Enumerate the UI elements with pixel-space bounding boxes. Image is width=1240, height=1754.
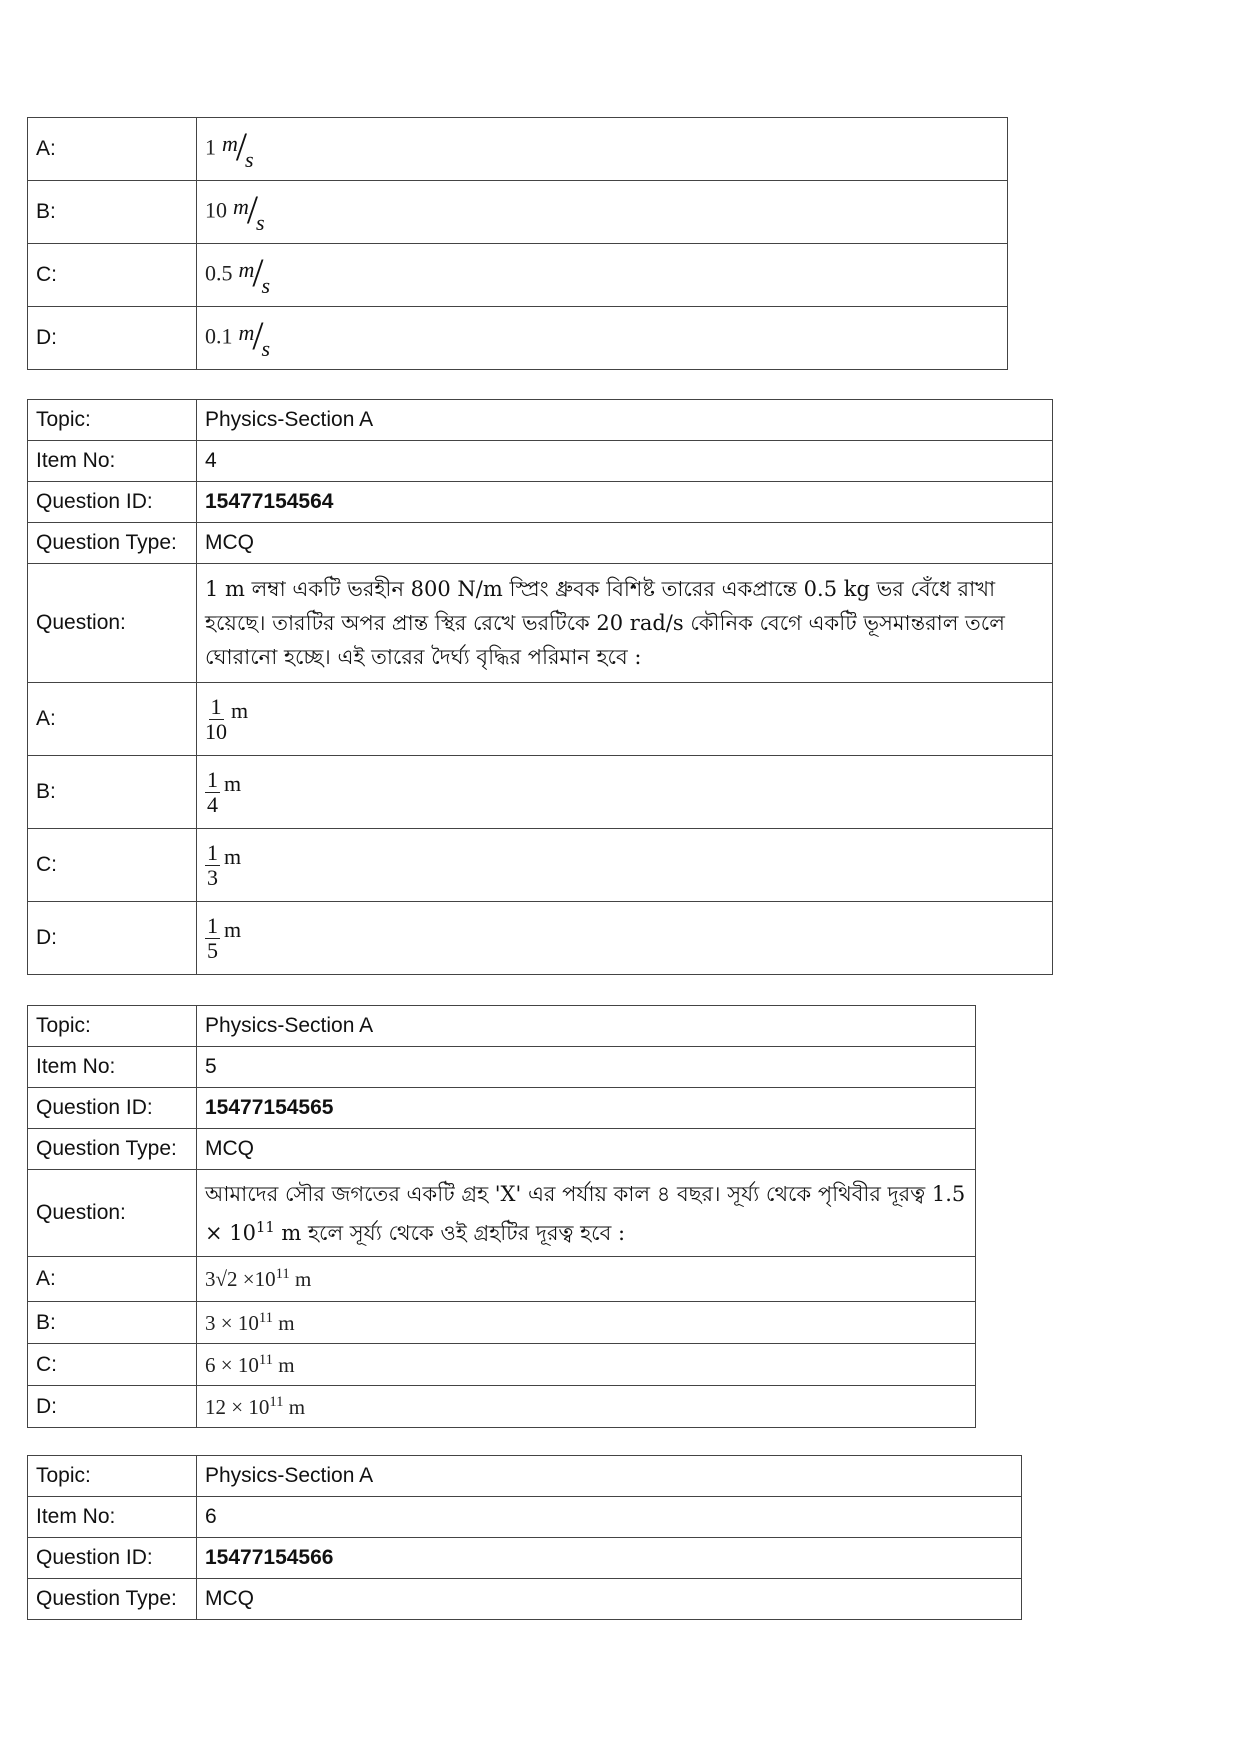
- option-value: 0.1 m / s: [197, 307, 1008, 370]
- option-row: [28, 1386, 976, 1428]
- question-id-value: 15477154564: [197, 482, 1053, 523]
- question-id-row: [28, 1088, 976, 1129]
- option-row: [28, 244, 1008, 307]
- option-row: [28, 756, 1053, 829]
- option-value: $3√2 \times 10^{11}$ m: [197, 1257, 976, 1302]
- option-label: A:: [28, 118, 197, 181]
- option-label: D:: [28, 307, 197, 370]
- option-row: [28, 1302, 976, 1344]
- question-table-item-6: [27, 1455, 1022, 1620]
- question-type-value: MCQ: [197, 1579, 1022, 1620]
- question-type-value: MCQ: [197, 1129, 976, 1170]
- topic-row: [28, 1006, 976, 1047]
- option-value: $12 \times 10^{11}$ m: [197, 1386, 976, 1428]
- option-value: 0.5 m / s: [197, 244, 1008, 307]
- item-no-value: 5: [197, 1047, 976, 1088]
- question-id-row: [28, 1538, 1022, 1579]
- question-type-label: Question Type:: [28, 523, 197, 564]
- option-label: C:: [28, 244, 197, 307]
- option-row: [28, 902, 1053, 975]
- question-type-row: [28, 523, 1053, 564]
- option-label: A:: [28, 683, 197, 756]
- option-value: $\frac{1}{4}$ m: [197, 756, 1053, 829]
- item-no-row: [28, 1047, 976, 1088]
- question-row: [28, 1170, 976, 1257]
- topic-value: Physics-Section A: [197, 1456, 1022, 1497]
- option-label: D:: [28, 902, 197, 975]
- topic-value: Physics-Section A: [197, 1006, 976, 1047]
- question-id-label: Question ID:: [28, 1538, 197, 1579]
- option-value: $6 \times 10^{11}$ m: [197, 1344, 976, 1386]
- option-value: 1 m / s: [197, 118, 1008, 181]
- question-table-item-5: [27, 1005, 976, 1428]
- option-row: [28, 829, 1053, 902]
- question-type-row: [28, 1579, 1022, 1620]
- option-row: [28, 307, 1008, 370]
- option-label: C:: [28, 829, 197, 902]
- question-type-label: Question Type:: [28, 1579, 197, 1620]
- option-value: 10 m / s: [197, 181, 1008, 244]
- question-id-label: Question ID:: [28, 1088, 197, 1129]
- item-no-value: 4: [197, 441, 1053, 482]
- question-label: Question:: [28, 564, 197, 683]
- item-no-label: Item No:: [28, 1047, 197, 1088]
- topic-label: Topic:: [28, 1456, 197, 1497]
- item-no-value: 6: [197, 1497, 1022, 1538]
- option-value: $\frac{1}{5}$ m: [197, 902, 1053, 975]
- option-value: $3 \times 10^{11}$ m: [197, 1302, 976, 1344]
- option-label: B:: [28, 1302, 197, 1344]
- option-label: C:: [28, 1344, 197, 1386]
- question-id-value: 15477154566: [197, 1538, 1022, 1579]
- question-text: 1 m লম্বা একটি ভরহীন 800 N/m স্প্রিং ধ্রুবক বিশিষ্ট তারের একপ্রান্তে 0.5 kg ভর বেঁধে রাখা হয়েছে। তারটির অপর প্রান্ত স্থির রেখে ভরটিকে 20 rad/s কৌনিক বেগে একটি ভূসমান্তরাল তলে ঘোরানো হচ্ছে। এই তারের দৈর্ঘ্য বৃদ্ধির পরিমান হবে :: [197, 564, 1053, 683]
- option-label: A:: [28, 1257, 197, 1302]
- item-no-label: Item No:: [28, 1497, 197, 1538]
- topic-label: Topic:: [28, 1006, 197, 1047]
- topic-label: Topic:: [28, 400, 197, 441]
- option-row: [28, 118, 1008, 181]
- item-no-row: [28, 441, 1053, 482]
- question-type-label: Question Type:: [28, 1129, 197, 1170]
- topic-value: Physics-Section A: [197, 400, 1053, 441]
- question-id-label: Question ID:: [28, 482, 197, 523]
- question-id-value: 15477154565: [197, 1088, 976, 1129]
- topic-row: [28, 1456, 1022, 1497]
- item-no-row: [28, 1497, 1022, 1538]
- option-label: D:: [28, 1386, 197, 1428]
- option-label: B:: [28, 181, 197, 244]
- question-type-row: [28, 1129, 976, 1170]
- option-row: [28, 181, 1008, 244]
- question-text: আমাদের সৌর জগতের একটি গ্রহ 'X' এর পর্যায় কাল ৪ বছর। সূর্য্য থেকে পৃথিবীর দূরত্ব $1.5 \times 10^{11}$ m হলে সূর্য্য থেকে ওই গ্রহটির দূরত্ব হবে :: [197, 1170, 976, 1257]
- option-label: B:: [28, 756, 197, 829]
- item-no-label: Item No:: [28, 441, 197, 482]
- question-table-item-4: [27, 399, 1053, 975]
- option-row: [28, 1257, 976, 1302]
- option-value: $\frac{1}{10}$ m: [197, 683, 1053, 756]
- question-row: [28, 564, 1053, 683]
- question-label: Question:: [28, 1170, 197, 1257]
- question-id-row: [28, 482, 1053, 523]
- question-type-value: MCQ: [197, 523, 1053, 564]
- topic-row: [28, 400, 1053, 441]
- option-row: [28, 683, 1053, 756]
- option-value: $\frac{1}{3}$ m: [197, 829, 1053, 902]
- option-row: [28, 1344, 976, 1386]
- options-table-item-3: [27, 117, 1008, 370]
